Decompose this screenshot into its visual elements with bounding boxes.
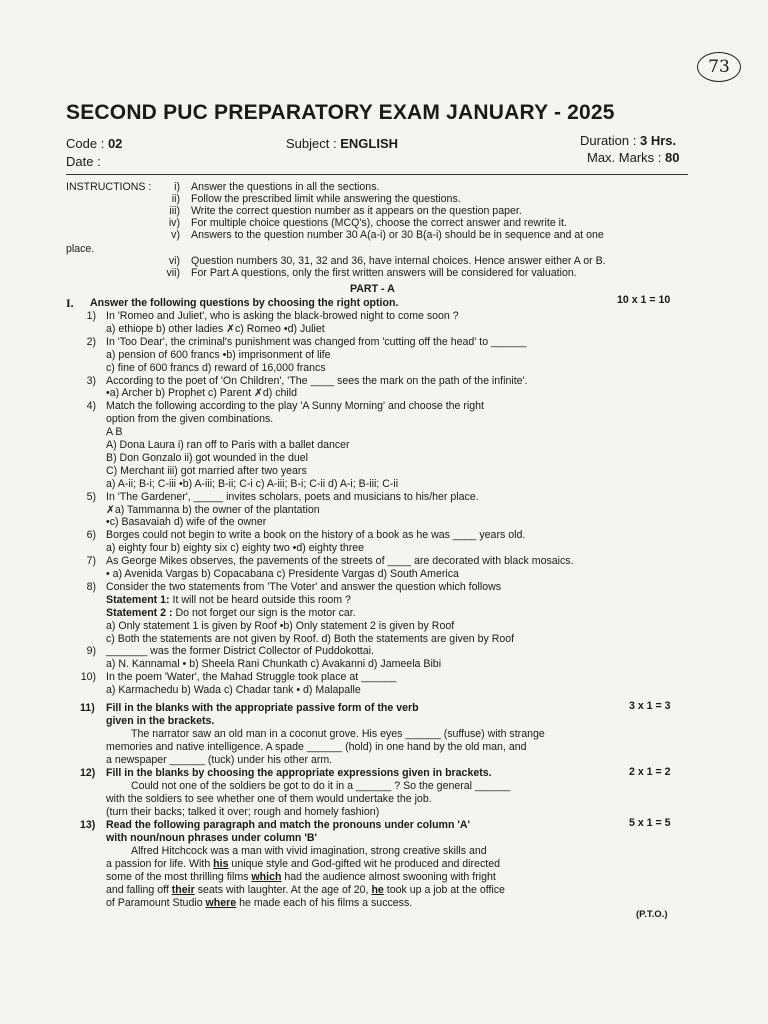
paragraph-line: (turn their backs; talked it over; rough and homely fashion) [106,806,380,818]
question-number: 11) [80,702,95,714]
instruction-text: For multiple choice questions (MCQ's), choose the correct answer and rewrite it. [191,217,567,229]
question-marks: 2 x 1 = 2 [629,766,671,778]
instruction-num: iv) [168,217,180,229]
paragraph-line: Could not one of the soldiers be got to do it in a ______ ? So the general ______ [131,780,511,792]
underlined-pronoun: where [205,897,237,909]
instruction-num: iii) [169,205,180,217]
paragraph-line: The narrator saw an old man in a coconut grove. His eyes ______ (suffuse) with strange [131,728,545,740]
header-divider [66,174,688,175]
option-line: • a) Avenida Vargas b) Copacabana c) Presidente Vargas d) South America [106,568,459,580]
statement-text: Do not forget our sign is the motor car. [172,606,356,619]
question-title: given in the brackets. [106,715,215,727]
instruction-num: vii) [166,267,180,279]
question-number: 4) [86,400,96,413]
option-line: ✗a) Tammanna b) the owner of the plantation [106,503,320,516]
option-line: a) Karmachedu b) Wada c) Chadar tank • d) Malapalle [106,684,361,697]
paragraph-line: memories and native intelligence. A spade ______ (hold) in one hand by the old man, and [106,741,527,753]
option-line [106,594,351,607]
instruction-text: Answers to the question number 30 A(a-i) or 30 B(a-i) should be in sequence and at one [191,229,604,241]
option-line: a) A-ii; B-i; C-iii •b) A-iii; B-ii; C-i c) A-iii; B-i; C-ii d) A-i; B-iii; C-ii [106,477,399,490]
date-label: Date : [66,154,101,169]
question-text: Consider the two statements from 'The Voter' and answer the question which follows [106,580,502,593]
paragraph-line: with the soldiers to see whether one of them would undertake the job. [106,793,432,805]
code-field [66,136,122,151]
option-line: •c) Basavaiah d) wife of the owner [106,516,267,529]
option-line: B) Don Gonzalo ii) got wounded in the duel [106,451,308,464]
question-text: In 'The Gardener', _____ invites scholars, poets and musicians to his/her place. [106,490,479,503]
duration-label: Duration : [580,133,637,148]
paragraph-line: of Paramount Studio where he made each of his films a success. [106,897,413,909]
underlined-pronoun: his [213,858,229,870]
part-heading: PART - A [350,283,395,295]
paragraph-line: some of the most thrilling films which had the audience almost swooning with fright [106,871,496,883]
question-text: In 'Too Dear', the criminal's punishment was changed from 'cutting off the head' to ______ [106,335,527,348]
subject-value: ENGLISH [340,136,399,151]
question-text: According to the poet of 'On Children', 'The ____ sees the mark on the path of the infinite'. [106,374,528,387]
option-line: c) fine of 600 francs d) reward of 16,000 francs [106,361,326,374]
question-number: 1) [86,310,96,322]
instruction-num: vi) [168,255,180,267]
question-text: Borges could not begin to write a book on the history of a book as he was ____ years old. [106,529,526,542]
duration-field [580,133,676,148]
paragraph-line: Alfred Hitchcock was a man with vivid imagination, strong creative skills and [131,845,487,857]
option-line [106,607,356,620]
instruction-text: Question numbers 30, 31, 32 and 36, have internal choices. Hence answer either A or B. [191,255,606,267]
question-marks: 5 x 1 = 5 [629,817,671,829]
instruction-num: v) [171,229,180,241]
page-title: SECOND PUC PREPARATORY EXAM JANUARY - 2025 [66,101,615,124]
duration-value: 3 Hrs. [640,133,677,148]
question-number: 3) [86,374,96,387]
section-number: I. [66,296,74,310]
option-line: a) ethiope b) other ladies ✗c) Romeo •d) Juliet [106,322,325,335]
paragraph-line: a passion for life. With his unique style and God-gifted wit he produced and directed [106,858,500,870]
instruction-text: For Part A questions, only the first written answers will be considered for valuation. [191,267,577,279]
question-marks: 3 x 1 = 3 [629,700,671,712]
subject-field [286,136,398,151]
underlined-pronoun: which [251,871,282,883]
question-text: Match the following according to the play 'A Sunny Morning' and choose the right [106,400,484,413]
code-label: Code : [66,136,105,151]
question-title: Read the following paragraph and match the pronouns under column 'A' [106,819,471,831]
page-number-stamp: 73 [697,52,741,82]
section-marks: 10 x 1 = 10 [617,294,671,306]
question-number: 8) [86,580,96,593]
option-line: a) Only statement 1 is given by Roof •b) Only statement 2 is given by Roof [106,619,455,632]
question-number: 5) [86,490,96,503]
marks-field [587,150,680,165]
option-line: a) pension of 600 francs •b) imprisonment of life [106,348,331,361]
option-line: C) Merchant iii) got married after two years [106,464,307,477]
option-line: a) N. Kannamal • b) Sheela Rani Chunkath c) Avakanni d) Jameela Bibi [106,658,442,671]
question-title: Fill in the blanks with the appropriate passive form of the verb [106,702,419,714]
statement-label: Statement 2 : [106,606,173,619]
question-title: with noun/noun phrases under column 'B' [106,832,318,844]
question-text: In 'Romeo and Juliet', who is asking the black-browed night to come soon ? [106,310,459,322]
option-line: option from the given combinations. [106,413,274,426]
question-text: _______ was the former District Collector of Puddokottai. [106,645,374,658]
statement-label: Statement 1: [106,593,170,606]
instruction-text: place. [66,243,95,255]
underlined-pronoun: he [371,884,384,896]
instructions-label: INSTRUCTIONS : [66,181,152,193]
question-number: 9) [86,645,96,658]
option-line: A) Dona Laura i) ran off to Paris with a ballet dancer [106,439,350,451]
question-number: 7) [86,555,96,568]
underlined-pronoun: their [171,884,195,896]
option-line: a) eighty four b) eighty six c) eighty two •d) eighty three [106,542,365,555]
instruction-text: Write the correct question number as it appears on the question paper. [191,205,522,217]
question-number: 6) [86,529,96,542]
subject-label: Subject : [286,136,337,151]
date-field [66,154,101,169]
option-line: A B [106,426,123,439]
question-number: 12) [80,767,96,779]
marks-value: 80 [665,150,680,165]
pto-note: (P.T.O.) [636,909,668,920]
question-title: Fill in the blanks by choosing the appropriate expressions given in brackets. [106,767,492,779]
question-number: 10) [80,671,96,684]
question-number: 2) [86,335,96,348]
statement-text: It will not be heard outside this room ? [169,593,351,606]
question-text: In the poem 'Water', the Mahad Struggle took place at ______ [106,671,397,684]
instruction-num: i) [174,181,180,193]
instruction-text: Answer the questions in all the sections. [191,181,380,193]
question-text: As George Mikes observes, the pavements of the streets of ____ are decorated with black mosaics. [106,555,574,568]
section-title: Answer the following questions by choosing the right option. [90,297,399,309]
question-number: 13) [80,819,96,831]
marks-label: Max. Marks : [587,150,662,165]
paragraph-line: and falling off their seats with laughter. At the age of 20, he took up a job at the office [106,884,505,896]
code-value: 02 [107,136,123,151]
instruction-text: Follow the prescribed limit while answering the questions. [191,193,461,205]
instruction-num: ii) [171,193,180,205]
paragraph-line: a newspaper ______ (tuck) under his other arm. [106,754,333,766]
option-line: c) Both the statements are not given by Roof. d) Both the statements are given by Roof [106,632,515,645]
option-line: •a) Archer b) Prophet c) Parent ✗d) child [106,387,297,400]
